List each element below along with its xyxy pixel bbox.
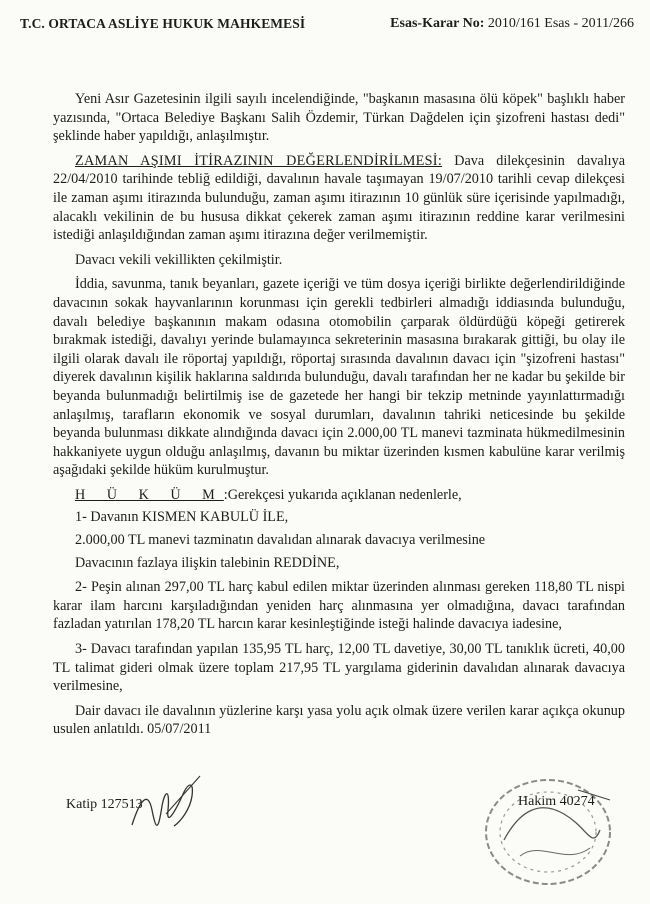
clerk-signature-label: Katip 127513: [66, 797, 143, 812]
court-name: T.C. ORTACA ASLİYE HUKUK MAHKEMESİ: [20, 16, 306, 31]
judgment-item-3: 3- Davacı tarafından yapılan 135,95 TL harç, 12,00 TL davetiye, 30,00 TL tanıklık ücreti, 40,00 TL talimat gideri olmak üzere toplam 217,95 TL yargılama giderinin davalıdan alınarak davacıya verilmesine,: [53, 641, 625, 695]
case-number: [390, 16, 634, 32]
paragraph-statute-of-limitations: [53, 152, 625, 245]
judgment-item-2: 2- Peşin alınan 297,00 TL harç kabul edilen miktar üzerinden alınması gereken 118,80 TL nispi karar ilam harcını karşıladığından yeniden harç alınmasına yer olmadığına, davacı tarafından fazladan yatırılan 178,20 TL harcın karar kesinleştiğinde isteği halinde davacıya iadesine,: [53, 579, 625, 633]
decision-body: [53, 90, 625, 745]
court-seal-icon: [480, 770, 630, 890]
judgment-item-1: 1- Davanın KISMEN KABULÜ İLE,: [75, 509, 289, 526]
case-number-label: Esas-Karar No:: [390, 16, 485, 31]
paragraph-limitations-text: Dava dilekçesinin davalıya 22/04/2010 tarihinde tebliğ edildiği, davalının havale taşımayan 19/07/2010 tarihli cevap dilekçesi ile zaman aşımı itirazında bulunduğu, zaman aşımı itirazının 10 günlük süre içerisinde yapılmadığı, alacaklı vekilinin de bu hususa dikkat çekerek zaman aşımı itirazının reddine karar verilmesini istediği anlaşıldığından zaman aşımı itirazına değer verilmemiştir.: [53, 152, 625, 244]
judgment-heading: [53, 486, 625, 505]
judgment-item-1-award: 2.000,00 TL manevi tazminatın davalıdan alınarak davacıya verilmesine: [75, 532, 486, 549]
document-header: [20, 16, 634, 36]
signature-scribble-icon: [118, 770, 208, 840]
closing-statement: Dair davacı ile davalının yüzlerine karşı yasa yolu açık olmak üzere verilen karar açıkça okunup usulen anlatıldı. 05/07/2011: [53, 702, 625, 738]
judgment-intro: :Gerekçesi yukarıda açıklanan nedenlerle,: [223, 486, 462, 503]
paragraph-withdrawal: Davacı vekili vekillikten çekilmiştir.: [75, 251, 283, 268]
judge-signature-label: Hakim 40274: [518, 794, 595, 809]
case-number-value: 2010/161 Esas - 2011/266: [487, 16, 634, 31]
section-title-limitations: ZAMAN AŞIMI İTİRAZININ DEĞERLENDİRİLMESİ:: [75, 152, 443, 169]
judgment-item-1-rejection: Davacının fazlaya ilişkin talebinin REDDİNE,: [75, 554, 340, 571]
paragraph-newspaper: Yeni Asır Gazetesinin ilgili sayılı incelendiğinde, "başkanın masasına ölü köpek" başlıklı haber yazısında, "Ortaca Belediye Başkanı Salih Özdemir, Türkan Dağdelen için şizofreni hastası dedi" şeklinde haber yapıldığı, anlaşılmıştır.: [53, 91, 625, 145]
paragraph-evaluation: İddia, savunma, tanık beyanları, gazete içeriği ve tüm dosya içeriği birlikte değerlendirildiğinde davacının sokak hayvanlarının korunması için gerekli tedbirleri almadığı iddiasında bulunduğu, davalı belediye başkanının makam odasına otomobilin çarparak öldürdüğü köpeği getirerek bırakmak istediği, davalıyı yerinde bulamayınca sekreterinin masasına bırakarak gittiği, bu olay ile ilgili olarak davalı ile röportaj yapıldığı, röportaj sırasında davalının davacı için "şizofreni hastası" diyerek davalının kişilik haklarına saldırıda bulunduğu, davalı tarafından her ne kadar bu şekilde bir beyanda bulunmadığı belirtilmiş ise de gazetede her hangi bir tekzip metninde yayınlattırmadığı anlaşılmış, tarafların ekonomik ve sosyal durumları, davalının tahriki neticesinde bu şekilde beyanda bulunması dikkate alındığında davacı için 2.000,00 TL manevi tazminata hükmedilmesinin hakkaniyete uygun olduğu anlaşılmış, davanın bu miktar üzerinden kısmen kabulüne karar verilmiş aşağıdaki şekilde hüküm kurulmuştur.: [53, 276, 625, 479]
judgment-title: H Ü K Ü M: [75, 486, 224, 503]
